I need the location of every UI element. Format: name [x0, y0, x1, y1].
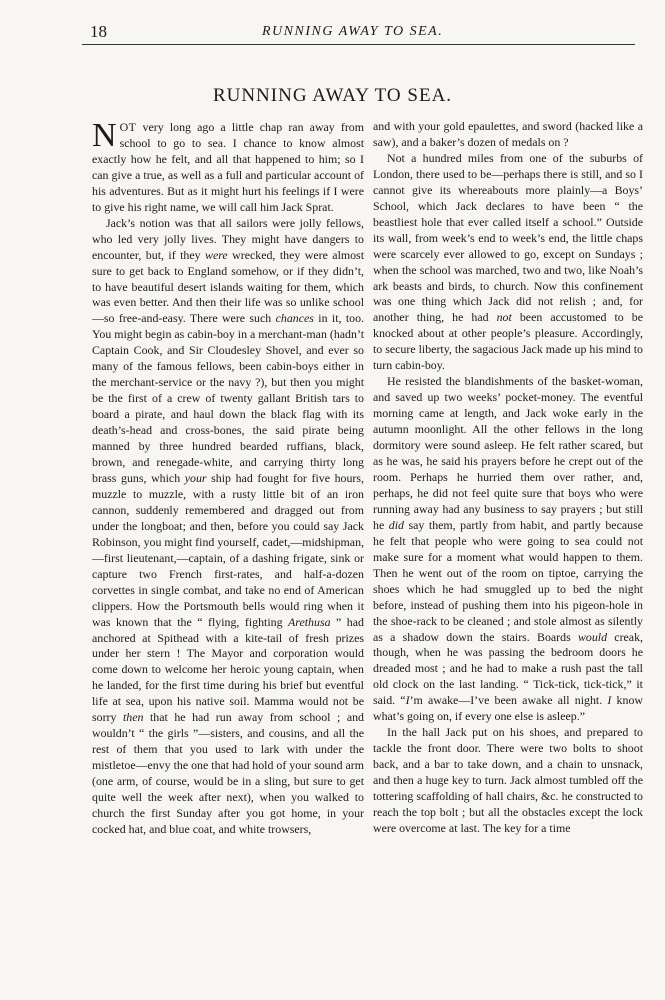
emphasis: your [184, 470, 207, 485]
drop-cap: N [92, 117, 117, 154]
text-run: wrecked, they were almost sure to get back to England somehow, or if they didn’t, to have beautiful desert islands waiting for them, which was even better. And then their life was so unlike school—so free-and-easy. There were such [92, 247, 364, 326]
header-rule [82, 44, 635, 45]
right-column [373, 119, 643, 837]
emphasis: I [607, 693, 612, 708]
text-run: He resisted the blandishments of the basket-woman, and saved up two weeks’ pocket-money. The eventful morning came at length, and Jack woke early in the autumn moonlight. All the other fellows in the long dormitory were sound asleep. He felt rather scared, but as he was, he said his prayers before he crept out of the room. Perhaps he hurried them over rather, and, perhaps, he did not feel quite sure that boys who were running away had any business to say prayers ; but still he [373, 374, 643, 532]
article-title: RUNNING AWAY TO SEA. [212, 85, 453, 106]
text-run: Not a hundred miles from one of the suburbs of London, there used to be—perhaps there is still, and so I cannot give its whereabouts more plainly—a Boys’ School, which Jack declares to have been “ the beastliest hole that ever called itself a school.” Outside its wall, from week’s end to week’s end, the little chaps were scarcely ever allowed to go, except on Sundays ; when the school was marched, two and two, like Noah’s ark beasts and birds, to church. Now this confinement was one thing which Jack did not relish ; and, for another thing, he had [373, 150, 643, 325]
emphasis: then [122, 710, 144, 725]
text-run: know what’s going on, if every one else is asleep.” [373, 693, 643, 724]
paragraph-continued: and with your gold epaulettes, and sword (hacked like a saw), and a baker’s dozen of medals on ? [373, 119, 643, 149]
running-head [0, 22, 665, 42]
paragraph-5: In the hall Jack put on his shoes, and prepared to tackle the front door. There were two bolts to shoot back, and a bar to take down, and a chain to unsnack, and then a huge key to turn. Jack almost tumbled off the tottering scaffolding of hall chairs, &c. he constructed to reach the top bolt ; but all the obstacles except the lock were overcome at last. The key for a time [373, 725, 643, 835]
text-run: in it, too. You might begin as cabin-boy in a merchant-man (hadn’t Captain Cook, and Sir Cloudesley Shovel, and ever so many of the famous fellows, been cabin-boys either in the merchant-service or the navy ?), but then you might be the first of a crew of twenty gallant British tars to board a pirate, and haul down the black flag with its death’s-head and cross-bones, the said pirate being manned by three hundred bearded ruffians, black, brown, and renegade-white, and carrying thirty long brass guns, which [92, 311, 365, 485]
text-run: that he had run away from school ; and wouldn’t “ the girls ”—sisters, and cousins, and all the rest of them that you used to lark with under the mistletoe—envy the one that had hold of your sound arm (one arm, of course, would be in a sling, but sure to get quite well the week after next), when you walked to church the first Sunday after you got home, in your cocked hat, and blue coat, and white trowsers, [92, 710, 364, 836]
running-title: RUNNING AWAY TO SEA. [262, 24, 444, 39]
opening-smallcaps: OT [119, 120, 137, 134]
left-column [92, 117, 365, 838]
emphasis: chances [275, 311, 314, 326]
paragraph-2 [92, 216, 364, 838]
emphasis: not [496, 310, 512, 325]
emphasis: Arethusa [288, 614, 331, 629]
page-number: 18 [90, 22, 107, 41]
emphasis: would [577, 629, 608, 644]
text-run: ship had fought for five hours, muzzle to muzzle, with a rusty little bit of an iron cannon, suddenly remembered and dragged out from under the longboat; and then, before you could say Jack Robinson, you might find yourself, cadet,—midshipman, —first lieutenant,—captain, of a dashing frigate, sink or capture two French first-rates, and half-a-dozen corvettes in single combat, and take no end of American clippers. How the Portsmouth bells would ring when it was known that the “ flying, fighting [92, 470, 364, 629]
text-run: Jack’s notion was that all sailors were jolly fellows, who led very jolly lives. They might have dangers to encounter, but, if they [92, 215, 364, 262]
paragraph-text: very long ago a little chap ran away from school to go to sea. I chance to know almost exactly how he felt, and all that happened to him; so I can give a true, as well as a full and particular account of his adventures. But as it might hurt his feelings if I were to give his right name, we will call him Jack Sprat. [92, 120, 364, 214]
paragraph-4 [373, 374, 643, 725]
emphasis: I [405, 693, 410, 708]
emphasis: were [205, 247, 228, 262]
text-run: ” had anchored at Spithead with a kite-tail of fresh prizes under her stern ! The Mayor and corporation would come down to welcome her heroic young captain, when he landed, for the first time during his brief but eventful life at sea, upon his native soil. Mamma would not be sorry [92, 614, 364, 725]
text-run: been accustomed to be knocked about at other people’s pleasure. Accordingly, to secure liberty, the sagacious Jack made up his mind to turn cabin-boy. [373, 310, 643, 373]
text-run: say them, partly from habit, and partly because he felt that people who were going to sea could not make sure for a moment what would happen to them. Then he went out of the room on tiptoe, carrying the shoes which he had smuggled up to bed the night before, instead of pushing them into his pigeon-hole in the shoe-rack to be cleaned ; and stole almost as silently as a shadow down the stairs. Boards [373, 517, 643, 644]
emphasis: did [388, 517, 404, 532]
paragraph-1 [92, 117, 364, 216]
paragraph-3 [373, 151, 643, 374]
text-run: ’m awake—I’ve been awake all night. [409, 693, 608, 708]
text-run: creak, though, when he was passing the bedroom doors he dreaded most ; and he had to make a rush past the tall old clock on the last landing. “ Tick-tick, tick-tick,” it said. “ [373, 629, 644, 708]
